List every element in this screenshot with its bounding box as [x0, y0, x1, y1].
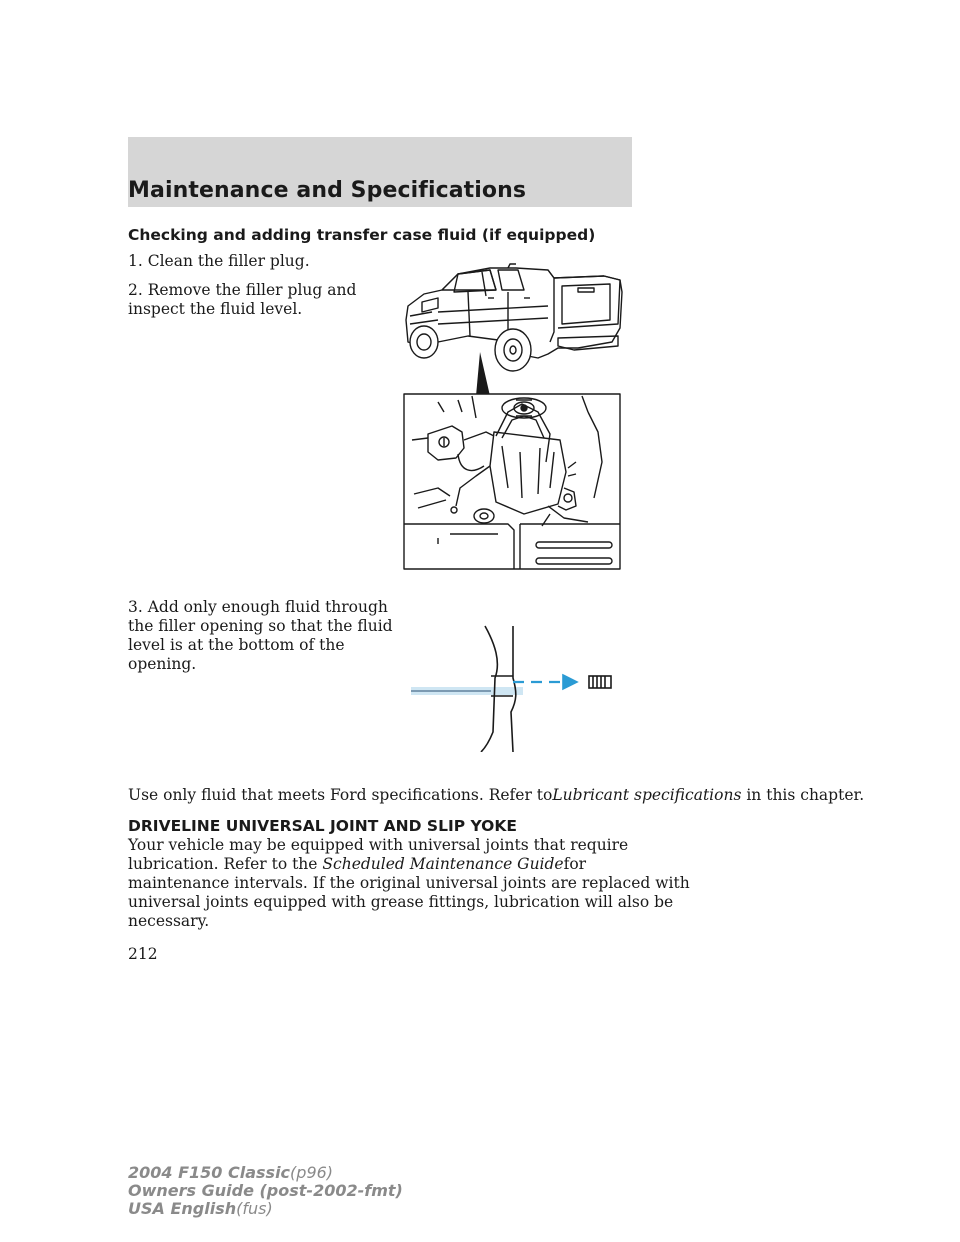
page-number: 212	[128, 945, 158, 963]
scheduled-maintenance-guide-reference: Scheduled Maintenance Guide	[322, 855, 564, 873]
step-1: 1. Clean the filler plug.	[128, 252, 310, 270]
document-footer: 2004 F150 Classic(p96) Owners Guide (post-2002-fmt) USA English(fus)	[128, 1163, 403, 1218]
lubricant-specifications-reference: Lubricant specifications	[552, 786, 742, 804]
page-title: Maintenance and Specifications	[128, 178, 527, 203]
driveline-paragraph: Your vehicle may be equipped with universal joints that require lubrication. Refer to the Scheduled Maintenance Guidefor maintenance intervals. If the original universal joints are replaced with universal joints equipped with grease fittings, lubrication will also be necessary.	[128, 836, 690, 930]
section-heading-driveline: DRIVELINE UNIVERSAL JOINT AND SLIP YOKE	[128, 817, 517, 835]
step-2: 2. Remove the filler plug and inspect the fluid level.	[128, 281, 357, 318]
fluid-level-illustration	[405, 620, 615, 752]
lubricant-note: Use only fluid that meets Ford specifications. Refer toLubricant specifications in this chapter.	[128, 786, 865, 804]
truck-transfer-case-illustration	[398, 262, 630, 572]
step-3: 3. Add only enough fluid through the filler opening so that the fluid level is at the bottom of the opening.	[128, 598, 393, 673]
section-heading-transfer-case: Checking and adding transfer case fluid (if equipped)	[128, 226, 596, 244]
